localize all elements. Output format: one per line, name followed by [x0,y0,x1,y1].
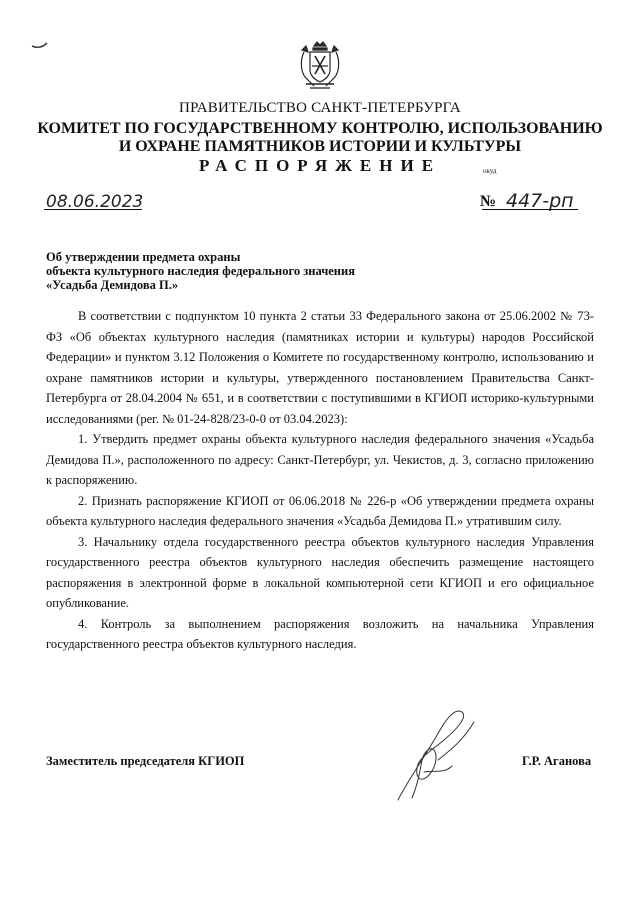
order-subject [46,250,355,292]
number-sign: № [480,193,497,210]
handwritten-signature [378,700,488,810]
date-underline [44,209,142,210]
item-2-paragraph: 2. Признать распоряжение КГИОП от 06.06.2018 № 226-р «Об утверждении предмета охраны объекта культурного наследия федерального значения «Усадьба Демидова П.» утратившим силу. [46,493,594,528]
committee-title-line1: КОМИТЕТ ПО ГОСУДАРСТВЕННОМУ КОНТРОЛЮ, ИСПОЛЬЗОВАНИЮ [37,120,603,137]
item-3-paragraph: 3. Начальнику отдела государственного реестра объектов культурного наследия Управления государственного реестра объектов культурного наследия обеспечить размещение настоящего распоряжения в электронной форме в локальной компьютерной сети КГИОП и его официальное опубликование. [46,534,594,610]
coat-of-arms-emblem [294,40,346,92]
order-number: 447-рп [506,190,574,212]
item-4-paragraph: 4. Контроль за выполнением распоряжения возложить на начальника Управления государственного реестра объектов культурного наследия. [46,616,594,651]
okud-label: окуд [483,167,497,175]
item-1-paragraph: 1. Утвердить предмет охраны объекта культурного наследия федерального значения «Усадьба Демидова П.», расположенного по адресу: Санкт-Петербург, ул. Чекистов, д. 3, согласно приложению к распоряжению. [46,432,594,487]
signer-name: Г.Р. Аганова [522,754,592,768]
committee-title [0,120,640,156]
committee-title-line2: И ОХРАНЕ ПАМЯТНИКОВ ИСТОРИИ И КУЛЬТУРЫ [118,138,522,155]
preamble-paragraph: В соответствии с подпунктом 10 пункта 2 статьи 33 Федерального закона от 25.06.2002 № 73-ФЗ «Об объектах культурного наследия (памятниках истории и культуры) народов Российской Федерации» и пунктом 3.12 Положения о Комитете по государственному контролю, использованию и охране памятников истории и культуры, утвержденного постановлением Правительства Санкт-Петербурга от 28.04.2004 № 651, и в соответствии с поступившими в КГИОП историко-культурными исследованиями (рег. № 01-24-828/23-0-0 от 03.04.2023): [46,309,594,426]
number-underline [482,209,578,210]
subject-line1: Об утверждении предмета охраны [46,250,241,264]
subject-line2: объекта культурного наследия федерального значения [46,264,355,278]
subject-line3: «Усадьба Демидова П.» [46,278,179,292]
order-date: 08.06.2023 [46,192,144,212]
signer-position: Заместитель председателя КГИОП [46,754,245,768]
scan-mark [30,38,50,50]
government-title: ПРАВИТЕЛЬСТВО САНКТ-ПЕТЕРБУРГА [179,100,461,116]
order-body [46,306,594,655]
document-type: РАСПОРЯЖЕНИЕ [198,156,442,175]
